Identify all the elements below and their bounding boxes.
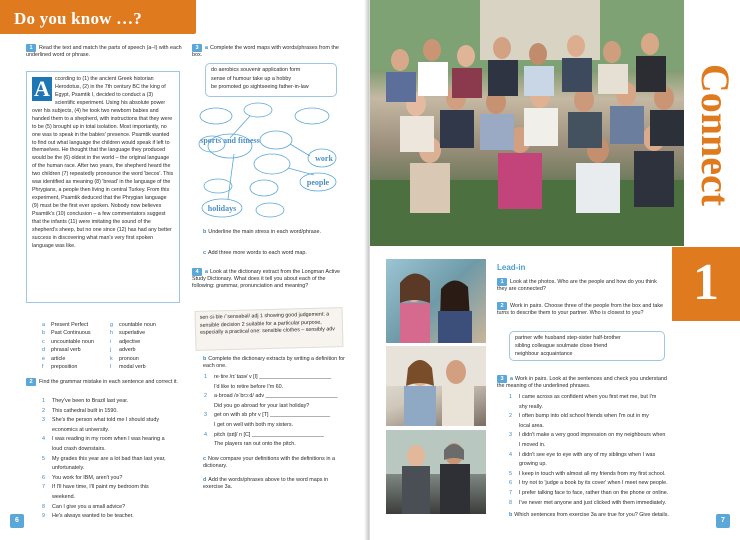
unit-title-vertical bbox=[676, 30, 740, 240]
leadin-ex3-number: 3 bbox=[497, 375, 507, 383]
list-item: 1 They've been to Brazil last year. bbox=[42, 398, 129, 404]
bubble-label-work: work bbox=[315, 154, 333, 163]
list-item: shy really. bbox=[519, 403, 543, 410]
ex2-sentence-list bbox=[42, 398, 166, 523]
list-item: b Past Continuous h superlative bbox=[42, 330, 146, 337]
ex3b-instruction: b Underline the main stress in each word/phrase. bbox=[203, 229, 321, 235]
leadin-ex3a: 3 a Work in pairs. Look at the sentences and check you understand the meaning of the underlined phrases. bbox=[497, 376, 667, 389]
bubble-label-sports: sports and fitness bbox=[200, 136, 260, 145]
list-item: unfortunately. bbox=[52, 465, 85, 472]
leadin-ex1-number: 1 bbox=[497, 278, 507, 286]
photo-friends-selfie bbox=[386, 259, 486, 343]
photo-neighbours-talking bbox=[386, 430, 486, 514]
ex2-number: 2 bbox=[26, 378, 36, 386]
bubble-label-holidays: holidays bbox=[207, 204, 237, 213]
list-item: f preposition l modal verb bbox=[42, 363, 146, 370]
word-map-bubble bbox=[204, 179, 232, 193]
word-map-bubble bbox=[200, 108, 232, 124]
unit-number-box bbox=[672, 247, 740, 321]
list-item: 2 a·broad /əˈbrɔːd/ adv ________________________ bbox=[204, 393, 338, 400]
word-map-bubble bbox=[256, 203, 284, 217]
photo-illustration bbox=[386, 259, 486, 343]
reading-text: ccording to (1) the ancient Greek historian Herodotus, (2) in the 7th century BC the king of Egypt, Psamtik I, decided to conduct a (3) scientific experiment. Using his absolute power over his subjects, (4) he took two newborn babies and handed them to a shepherd, with instructions that they were to be (5) brought up in total isolation. Most importantly, no one was to speak in the babies' presence. Psamtik wanted to find out what language the children would speak if left to themselves. He thought that the language they produced would be the (6) oldest in the world – the original language of the human race. After two years, the shepherd heard the two children (7) repeatedly pronounce the word 'becos'. This was identified as meaning (8) 'bread' in the language of the Phrygians, a people then living in central Turkey. From this experiment, Psamtik deduced that the Phrygian language (9) must be the first ever spoken. Nobody now believes Psamtik's (10) conclusion – a few commentators suggest that the infants (11) were imitating the sound of the shepherd's sheep, but no one since (12) has had any better success in discovering what man's very first spoken language was like. bbox=[32, 76, 174, 249]
list-item: Did you go abroad for your last holiday? bbox=[214, 402, 310, 409]
leadin-sentence-list bbox=[509, 394, 668, 509]
page-header-banner bbox=[0, 0, 196, 34]
bubble-label-people: people bbox=[306, 178, 330, 187]
ex4c-instruction: c Now compare your definitions with the definitions in a dictionary. bbox=[203, 456, 336, 469]
word-map-bubble bbox=[250, 180, 278, 196]
list-item: I'd like to retire before I'm 60. bbox=[214, 383, 284, 390]
ex3-number: 3 bbox=[192, 44, 202, 52]
page-number-left: 6 bbox=[10, 514, 24, 528]
list-item: 3 She's the person what told me I should study bbox=[42, 417, 160, 424]
dictionary-extract: sen·si·ble /ˈsensəbəl/ adj 1 showing good judgement: a sensible decision 2 suitable for a particular purpose, especially a practical one: sensible clothes – sensibly adv bbox=[195, 307, 344, 351]
ex1-instruction bbox=[26, 44, 186, 59]
leadin-ex2-number: 2 bbox=[497, 302, 507, 310]
list-item: I moved in. bbox=[519, 441, 546, 448]
photo-couple-kitchen bbox=[386, 346, 486, 426]
list-item: 5 I keep in touch with almost all my friends from my first school. bbox=[509, 470, 666, 477]
photo-illustration bbox=[386, 346, 486, 426]
people-silhouettes bbox=[386, 33, 684, 213]
list-item: 1 I came across as confident when you first met me, but I'm bbox=[509, 394, 657, 400]
ex3-word-box: do aerobics souvenir application form sense of humour take up a hobby be promoted go sightseeing father-in-law bbox=[205, 63, 337, 97]
word-map-bubble bbox=[254, 154, 290, 174]
ex4a-instruction: 4 a Look at the dictionary extract from the Longman Active Study Dictionary. What does it tell you about each of the following: grammar, pronunciation and meaning? bbox=[192, 269, 341, 289]
word-map-diagram bbox=[190, 98, 350, 222]
list-item: The players ran out onto the pitch. bbox=[214, 441, 296, 448]
list-item: c uncountable noun i adjective bbox=[42, 338, 141, 345]
word-map-bubble bbox=[295, 108, 329, 124]
list-item: 6 I try not to 'judge a book by its cover' when I meet new people. bbox=[509, 480, 668, 487]
unit-title: Connect bbox=[692, 63, 738, 207]
unit-number: 1 bbox=[693, 254, 719, 311]
parts-of-speech-list bbox=[42, 322, 178, 372]
ex4-definition-list bbox=[204, 374, 338, 451]
leadin-ex3b: b Which sentences from exercise 3a are true for you? Give details. bbox=[509, 512, 669, 518]
lead-in-title: Lead-in bbox=[497, 263, 526, 272]
drop-cap: A bbox=[32, 77, 52, 101]
list-item: 7 If I'll have time, I'll paint my bedroom this bbox=[42, 484, 149, 491]
family-group-photo bbox=[370, 0, 684, 246]
ex4b-instruction: b Complete the dictionary extracts by writing a definition for each one. bbox=[203, 356, 345, 369]
list-item: 8 I've never met anyone and just clicked with them immediately. bbox=[509, 499, 667, 506]
ex4d-instruction: d Add the words/phrases above to the word maps in exercise 3a. bbox=[203, 477, 329, 490]
list-item: 5 My grades this year are a lot bad than last year, bbox=[42, 455, 166, 462]
reading-text-box bbox=[26, 71, 180, 303]
word-map-bubble bbox=[244, 103, 272, 117]
group-photo-illustration bbox=[370, 0, 684, 246]
list-item: growing up. bbox=[519, 461, 547, 468]
ex1-instruction-text: Read the text and match the parts of speech (a–l) with each underlined word or phrase. bbox=[26, 45, 182, 58]
ex2-instruction: 2 Find the grammar mistake in each sentence and correct it. bbox=[26, 378, 186, 386]
list-item: d phrasal verb j adverb bbox=[42, 347, 136, 354]
relationship-word-box: partner wife husband step-sister half-brother sibling colleague soulmate close friend neighbour acquaintance bbox=[509, 331, 665, 361]
list-item: economics at university. bbox=[52, 426, 110, 433]
ex3c-instruction: c Add three more words to each word map. bbox=[203, 250, 307, 256]
ex1-number: 1 bbox=[26, 44, 36, 52]
list-item: 2 This cathedral built in 1590. bbox=[42, 407, 118, 414]
list-item: 8 Can I give you a small advice? bbox=[42, 503, 126, 510]
leadin-ex2: 2 Work in pairs. Choose three of the people from the box and take turns to describe them to your partner. Who is closest to you? bbox=[497, 303, 664, 316]
list-item: 1 re·tire /rɪˈtaɪə/ v [I] ________________________ bbox=[204, 374, 332, 380]
list-item: 3 get on with sb phr v [T] ____________________ bbox=[204, 412, 330, 419]
list-item: loud crash downstairs. bbox=[52, 445, 106, 452]
list-item: local area. bbox=[519, 422, 544, 429]
page-number-right: 7 bbox=[716, 514, 730, 528]
page-title: Do you know …? bbox=[14, 9, 142, 28]
ex3a-instruction: 3 a Complete the word maps with words/phrases from the box. bbox=[192, 45, 339, 58]
list-item: 4 I was reading in my room when I was hearing a bbox=[42, 436, 165, 443]
list-item: 7 I prefer talking face to face, rather than on the phone or online. bbox=[509, 489, 669, 496]
photo-illustration bbox=[386, 430, 486, 514]
list-item: weekend. bbox=[52, 493, 76, 500]
list-item: I get on well with both my sisters. bbox=[214, 421, 294, 428]
list-item: 9 He's always wanted to be teacher. bbox=[42, 513, 134, 520]
list-item: 2 I often bump into old school friends when I'm out in my bbox=[509, 413, 649, 420]
list-item: a Present Perfect g countable noun bbox=[42, 322, 156, 328]
list-item: e article k pronoun bbox=[42, 355, 139, 362]
list-item: 3 I didn't make a very good impression on my neighbours when bbox=[509, 432, 666, 439]
list-item: 4 pitch /pɪtʃ/ n [C] ________________________ bbox=[204, 431, 324, 438]
leadin-ex1: 1 Look at the photos. Who are the people and how do you think they are connected? bbox=[497, 279, 657, 292]
ex4-number: 4 bbox=[192, 268, 202, 276]
word-map-bubble bbox=[260, 131, 292, 149]
list-item: 6 You work for IBM, aren't you? bbox=[42, 474, 123, 481]
list-item: 4 I didn't see eye to eye with any of my siblings when I was bbox=[509, 451, 656, 458]
